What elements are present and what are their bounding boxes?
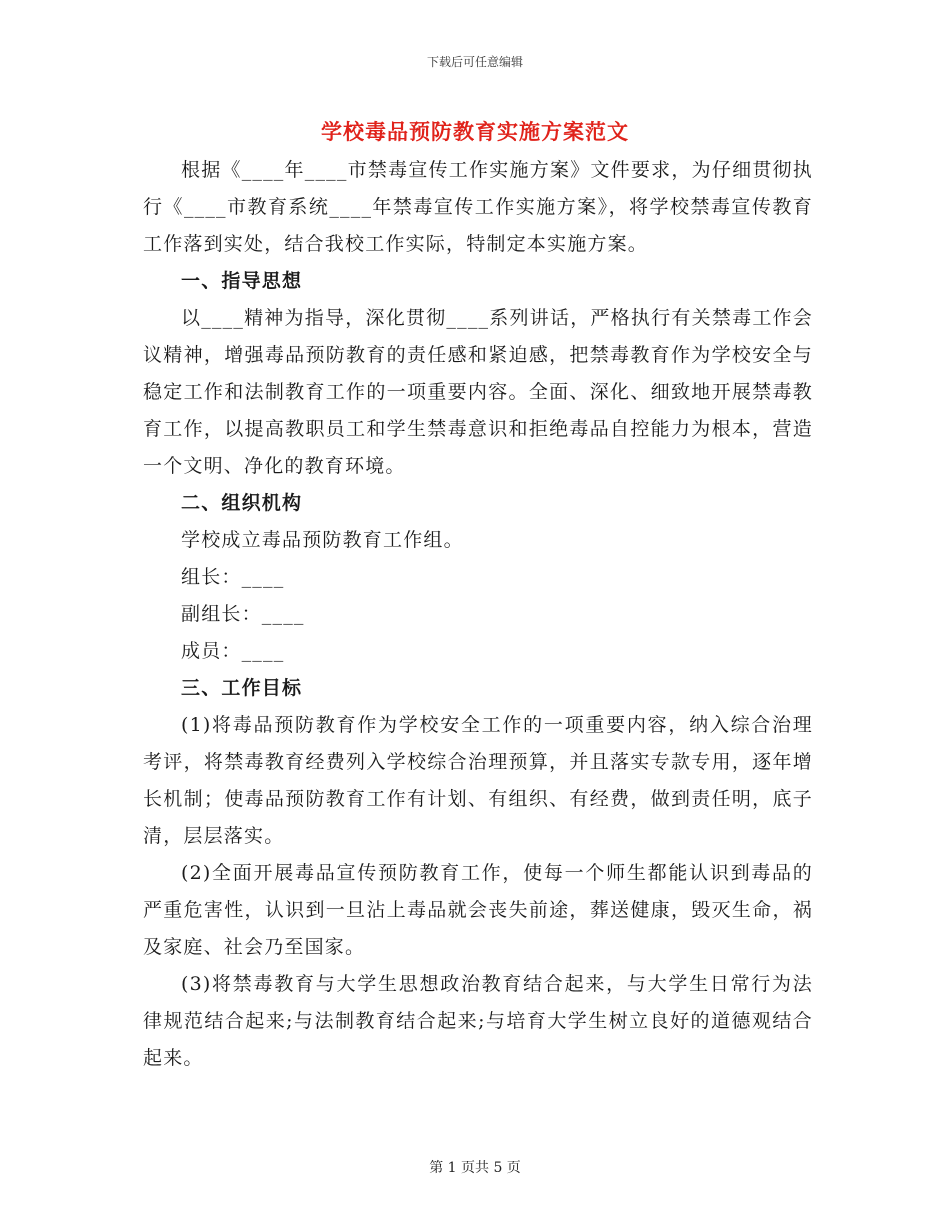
guiding-ideology-paragraph: 以____精神为指导，深化贯彻____系列讲话，严格执行有关禁毒工作会议精神，增强毒品预防教育的责任感和紧迫感，把禁毒教育作为学校安全与稳定工作和法制教育工作的一项重要内容。全面、深化、细致地开展禁毒教育工作，以提高教职员工和学生禁毒意识和拒绝毒品自控能力为根本，营造一个文明、净化的教育环境。: [143, 307, 813, 477]
deputy-leader-line: 副组长：____: [181, 603, 305, 625]
goal-item-2: (2)全面开展毒品宣传预防教育工作，使每一个师生都能认识到毒品的严重危害性，认识到一旦沾上毒品就会丧失前途，葬送健康，毁灭生命，祸及家庭、社会乃至国家。: [143, 862, 813, 958]
group-leader-line: 组长：____: [181, 566, 285, 588]
section-heading-guiding-ideology: 一、指导思想: [181, 270, 303, 292]
organization-paragraph: 学校成立毒品预防教育工作组。: [181, 529, 464, 551]
section-heading-organization: 二、组织机构: [181, 492, 303, 514]
header-note: 下载后可任意编辑: [426, 55, 523, 69]
document-title: 学校毒品预防教育实施方案范文: [321, 119, 629, 144]
members-line: 成员：____: [181, 640, 285, 662]
goal-item-1: (1)将毒品预防教育作为学校安全工作的一项重要内容，纳入综合治理考评，将禁毒教育经费列入学校综合治理预算，并且落实专款专用，逐年增长机制；使毒品预防教育工作有计划、有组织、有经费，做到责任明，底子清，层层落实。: [143, 714, 813, 847]
document-body: [143, 152, 813, 1077]
section-heading-work-goals: 三、工作目标: [181, 677, 303, 699]
intro-paragraph: 根据《____年____市禁毒宣传工作实施方案》文件要求，为仔细贯彻执行《____市教育系统____年禁毒宣传工作实施方案》，将学校禁毒宣传教育工作落到实处，结合我校工作实际，特制定本实施方案。: [143, 159, 813, 255]
goal-item-3: (3)将禁毒教育与大学生思想政治教育结合起来，与大学生日常行为法律规范结合起来;与法制教育结合起来;与培育大学生树立良好的道德观结合起来。: [143, 973, 813, 1069]
page-footer: 第 1 页共 5 页: [429, 1160, 521, 1176]
